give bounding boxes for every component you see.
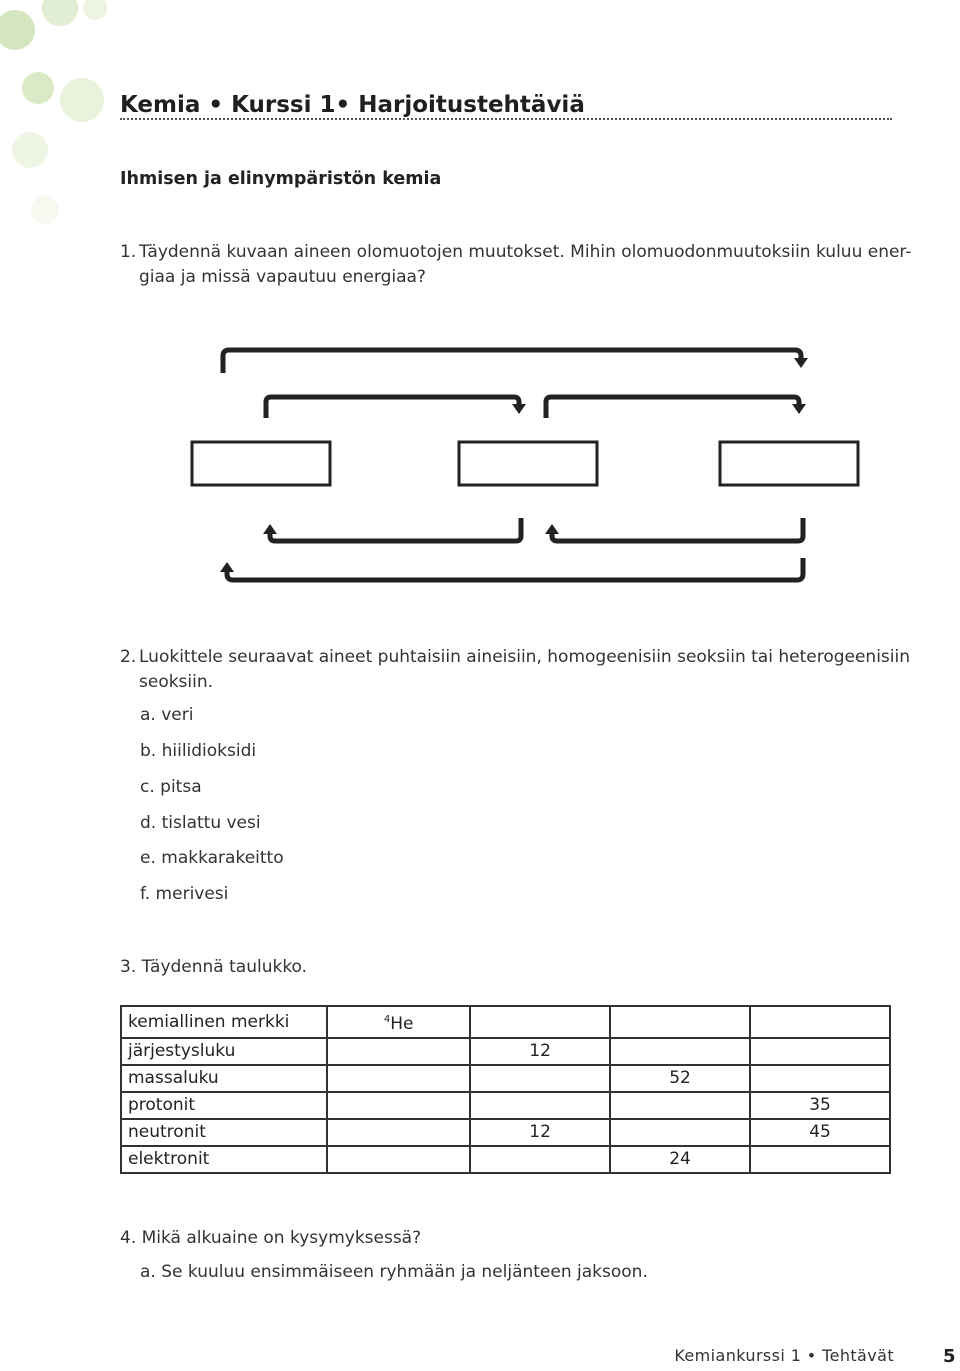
page-number: 5: [943, 1346, 956, 1367]
answer-box-2: [459, 442, 597, 485]
table-cell: [470, 1092, 610, 1119]
table-cell: [327, 1146, 470, 1173]
page-title: Kemia • Kurssi 1• Harjoitustehtäviä: [120, 92, 585, 118]
answer-box-1: [192, 442, 330, 485]
table-row: [121, 1006, 890, 1038]
list-item: a. veri: [140, 705, 194, 725]
table-cell: [327, 1092, 470, 1119]
table-cell: [327, 1119, 470, 1146]
list-item: f. merivesi: [140, 884, 229, 904]
table-cell: [327, 1038, 470, 1065]
list-item: c. pitsa: [140, 777, 202, 797]
table-cell: [750, 1146, 890, 1173]
table-cell: protonit: [121, 1092, 327, 1119]
table-cell: [327, 1065, 470, 1092]
list-item: d. tislattu vesi: [140, 813, 261, 833]
question-2-number: 2.: [120, 647, 137, 667]
table-cell: 45: [750, 1119, 890, 1146]
list-item: a. Se kuuluu ensimmäiseen ryhmään ja neljänteen jaksoon.: [140, 1262, 648, 1282]
table-cell: [750, 1006, 890, 1038]
table-cell: 35: [750, 1092, 890, 1119]
footer-text: Kemiankurssi 1 • Tehtävät: [674, 1346, 894, 1365]
table-cell: 12: [470, 1038, 610, 1065]
table-cell: 52: [610, 1065, 750, 1092]
question-4: 4. Mikä alkuaine on kysymyksessä?: [120, 1228, 422, 1248]
table-cell: [610, 1038, 750, 1065]
answer-box-3: [720, 442, 858, 485]
table-cell: [470, 1006, 610, 1038]
table-row: [121, 1092, 890, 1119]
table-row: [121, 1119, 890, 1146]
question-3: 3. Täydennä taulukko.: [120, 957, 308, 977]
table-cell: elektronit: [121, 1146, 327, 1173]
list-item: e. makkarakeitto: [140, 848, 284, 868]
table-row: [121, 1146, 890, 1173]
mass-number-superscript: 4: [383, 1014, 391, 1025]
table-cell: massaluku: [121, 1065, 327, 1092]
table-row: [121, 1065, 890, 1092]
table-cell: 24: [610, 1146, 750, 1173]
question-1-line2: giaa ja missä vapautuu energiaa?: [139, 267, 426, 287]
table-cell: neutronit: [121, 1119, 327, 1146]
question-1-number: 1.: [120, 242, 137, 262]
question-2: [120, 645, 910, 695]
question-2-line2: seoksiin.: [139, 672, 214, 692]
section-title: Ihmisen ja elinympäristön kemia: [120, 169, 442, 189]
element-symbol: He: [390, 1014, 414, 1034]
table-row: [121, 1038, 890, 1065]
table-cell: [470, 1065, 610, 1092]
table-cell: 12: [470, 1119, 610, 1146]
question-1-line1: Täydennä kuvaan aineen olomuotojen muutokset. Mihin olomuodonmuutoksiin kuluu ener-: [139, 242, 912, 262]
table-cell: järjestysluku: [121, 1038, 327, 1065]
element-table: [120, 1005, 891, 1174]
table-cell: [610, 1092, 750, 1119]
table-cell: [750, 1038, 890, 1065]
table-cell: kemiallinen merkki: [121, 1006, 327, 1038]
list-item: b. hiilidioksidi: [140, 741, 257, 761]
table-cell: [750, 1065, 890, 1092]
table-cell: [327, 1006, 470, 1038]
table-cell: [610, 1006, 750, 1038]
question-2-line1: Luokittele seuraavat aineet puhtaisiin aineisiin, homogeenisiin seoksiin tai heterogeenisiin: [139, 647, 911, 667]
table-cell: [470, 1146, 610, 1173]
phase-change-diagram: [0, 0, 960, 620]
table-cell: [610, 1119, 750, 1146]
